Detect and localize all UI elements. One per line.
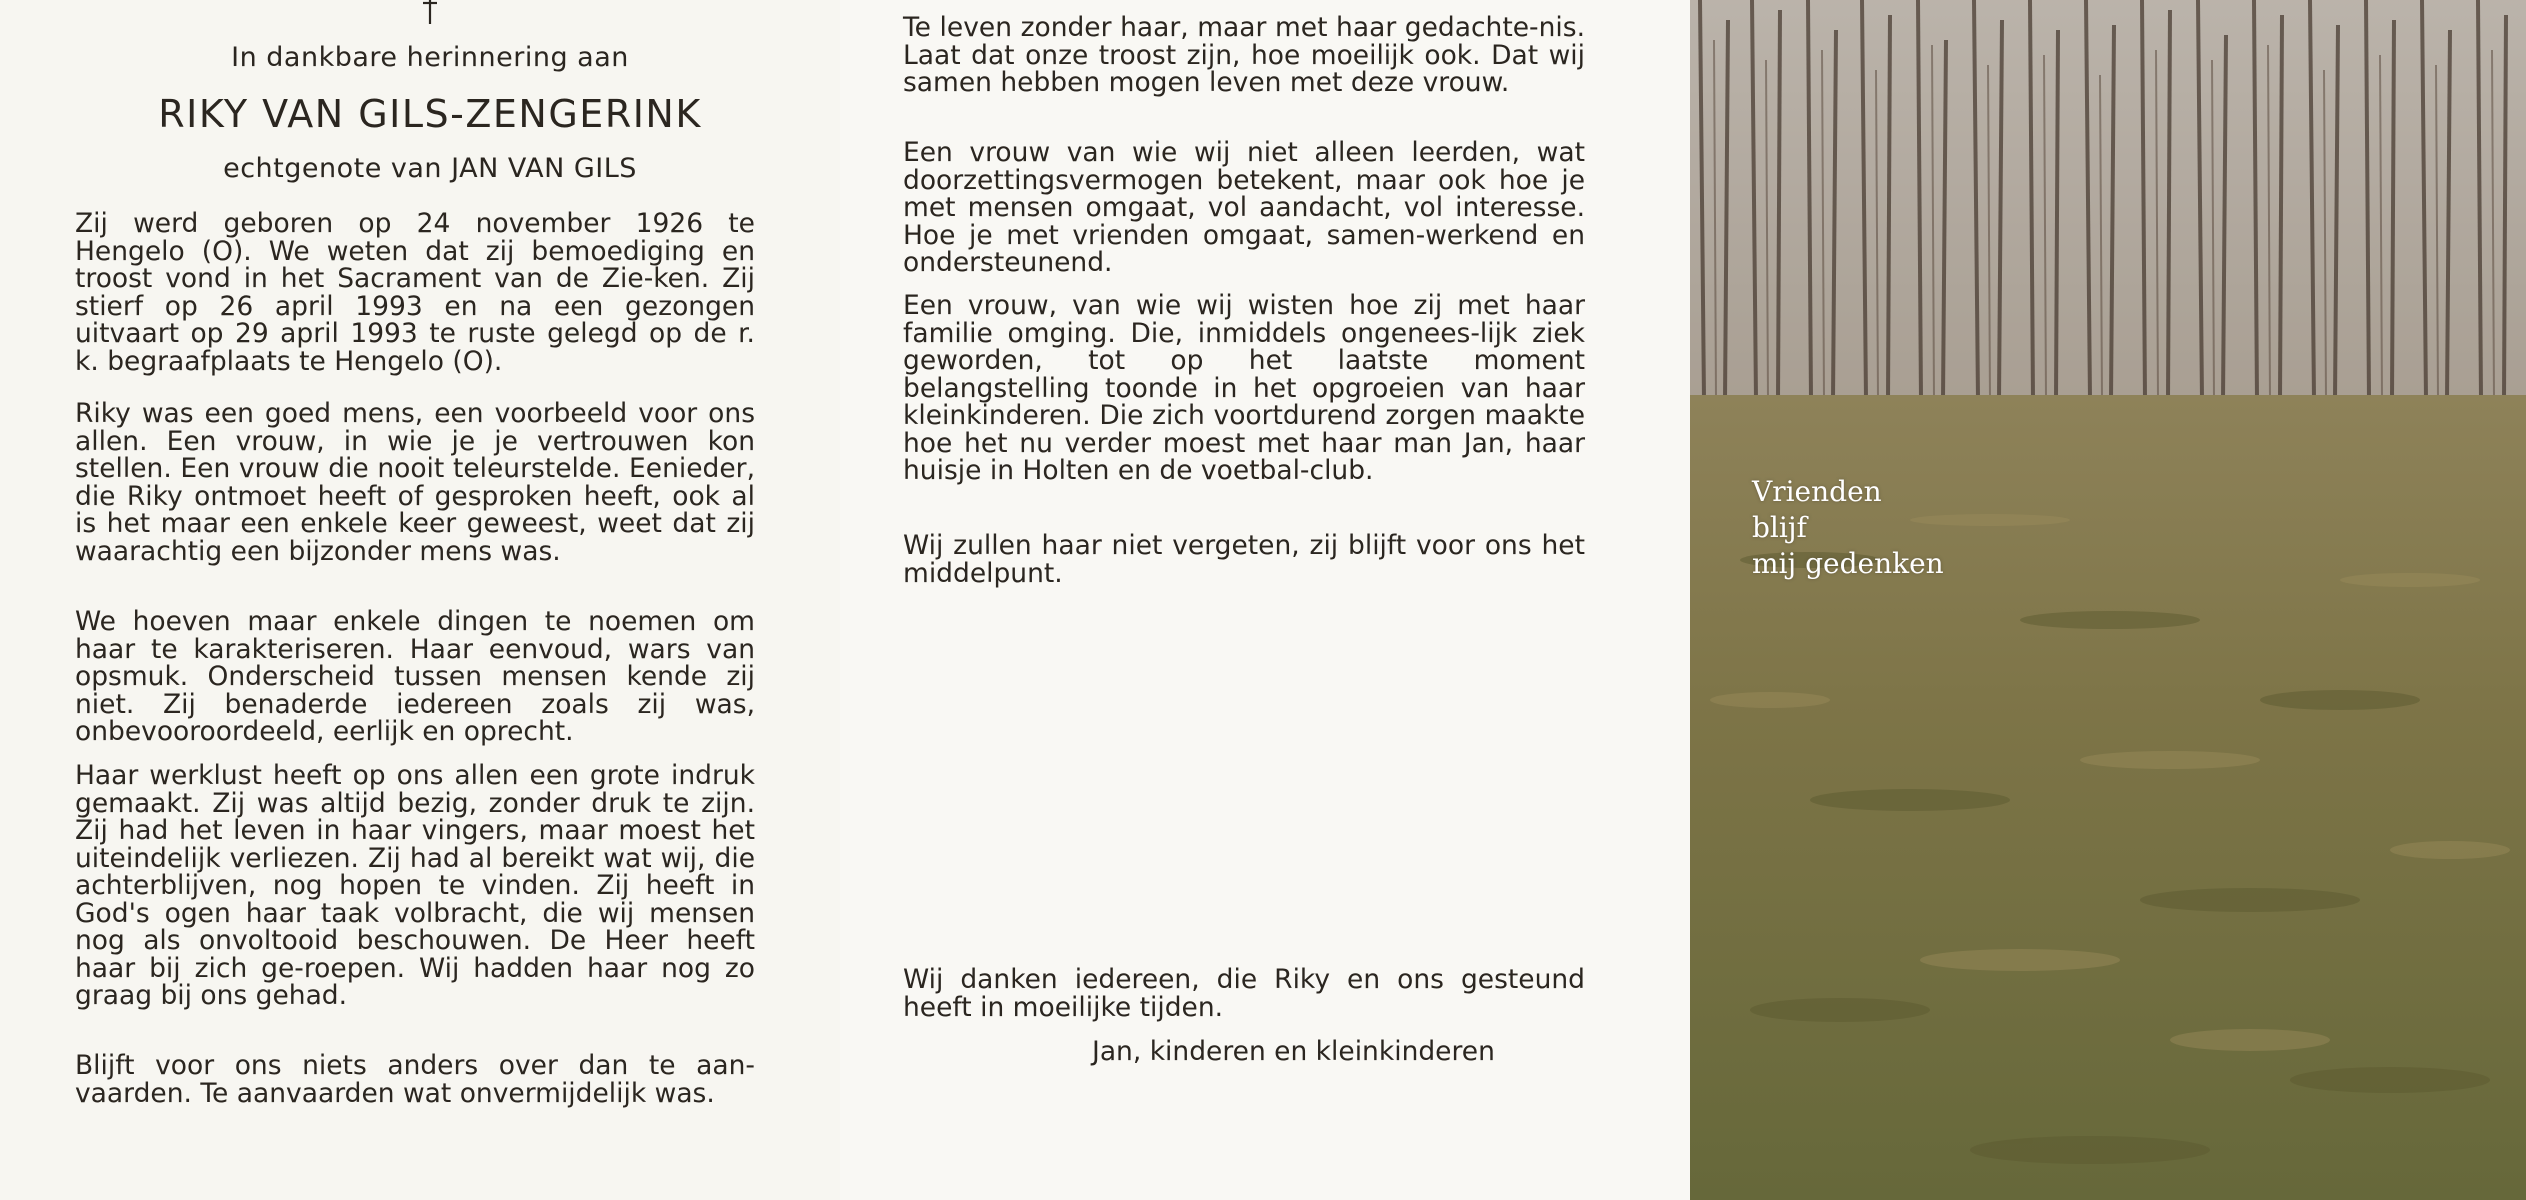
motto-text: Vrienden blijf mij gedenken bbox=[1752, 475, 1944, 580]
paragraph-family: Een vrouw, van wie wij wisten hoe zij met haar familie omging. Die, inmiddels ongenees-lijk ziek geworden, tot op het laatste moment belangstelling toonde in het opgroeien van haar kleinkinderen. Die zich voortdurend zorgen maakte hoe het nu verder moest met haar man Jan, haar huisje in Holten en de voetbal-club. bbox=[903, 290, 1585, 486]
spouse-line: echtgenote van JAN VAN GILS bbox=[223, 153, 637, 184]
paragraph-perseverance: Een vrouw van wie wij niet alleen leerden, wat doorzettingsvermogen betekent, maar ook hoe je met mensen omgaat, vol aandacht, vol interesse. Hoe je met vrienden omgaat, samen-werkend en ondersteunend. bbox=[903, 137, 1585, 278]
intro-text: In dankbare herinnering aan bbox=[231, 42, 629, 73]
landscape-photo bbox=[1690, 0, 2526, 1200]
forest-field-image bbox=[1690, 0, 2526, 1200]
paragraph-character: We hoeven maar enkele dingen te noemen om haar te karakteriseren. Haar eenvoud, wars van opsmuk. Onderscheid tussen mensen kende zij niet. Zij benaderde iedereen zoals zij was, onbevooroordeeld, eerlijk en oprecht. bbox=[75, 606, 755, 747]
paragraph-not-forget: Wij zullen haar niet vergeten, zij blijft voor ons het middelpunt. bbox=[903, 530, 1585, 589]
paragraph-good-person: Riky was een goed mens, een voorbeeld voor ons allen. Een vrouw, in wie je je vertrouwen kon stellen. Een vrouw die nooit teleurstelde. Eenieder, die Riky ontmoet heeft of gesproken heeft, ook al is het maar een enkele keer geweest, weet dat zij waarachtig een bijzonder mens was. bbox=[75, 398, 755, 567]
paragraph-thanks: Wij danken iedereen, die Riky en ons gesteund heeft in moeilijke tijden. bbox=[903, 964, 1585, 1023]
paragraph-acceptance: Blijft voor ons niets anders over dan te aan-vaarden. Te aanvaarden wat onvermijdelijk was. bbox=[75, 1050, 755, 1109]
paragraph-birth-death: Zij werd geboren op 24 november 1926 te Hengelo (O). We weten dat zij bemoediging en troost vond in het Sacrament van de Zie-ken. Zij stierf op 26 april 1993 en na een gezongen uitvaart op 29 april 1993 te ruste gelegd op de r. k. begraafplaats te Hengelo (O). bbox=[75, 208, 755, 377]
signature-line: Jan, kinderen en kleinkinderen bbox=[1092, 1036, 1495, 1067]
paragraph-work-ethic: Haar werklust heeft op ons allen een grote indruk gemaakt. Zij was altijd bezig, zonder druk te zijn. Zij had het leven in haar vingers, maar moest het uiteindelijk verliezen. Zij had al bereikt wat wij, die achterblijven, nog hopen te vinden. Zij heeft in God's ogen haar taak volbracht, die wij mensen nog als onvoltooid beschouwen. De Heer heeft haar bij zich ge-roepen. Wij hadden haar nog zo graag bij ons gehad. bbox=[75, 760, 755, 1011]
deceased-name: RIKY VAN GILS-ZENGERINK bbox=[158, 92, 702, 136]
cross-icon bbox=[417, 0, 443, 26]
paragraph-memory: Te leven zonder haar, maar met haar gedachte-nis. Laat dat onze troost zijn, hoe moeilijk ook. Dat wij samen hebben mogen leven met deze vrouw. bbox=[903, 12, 1585, 98]
